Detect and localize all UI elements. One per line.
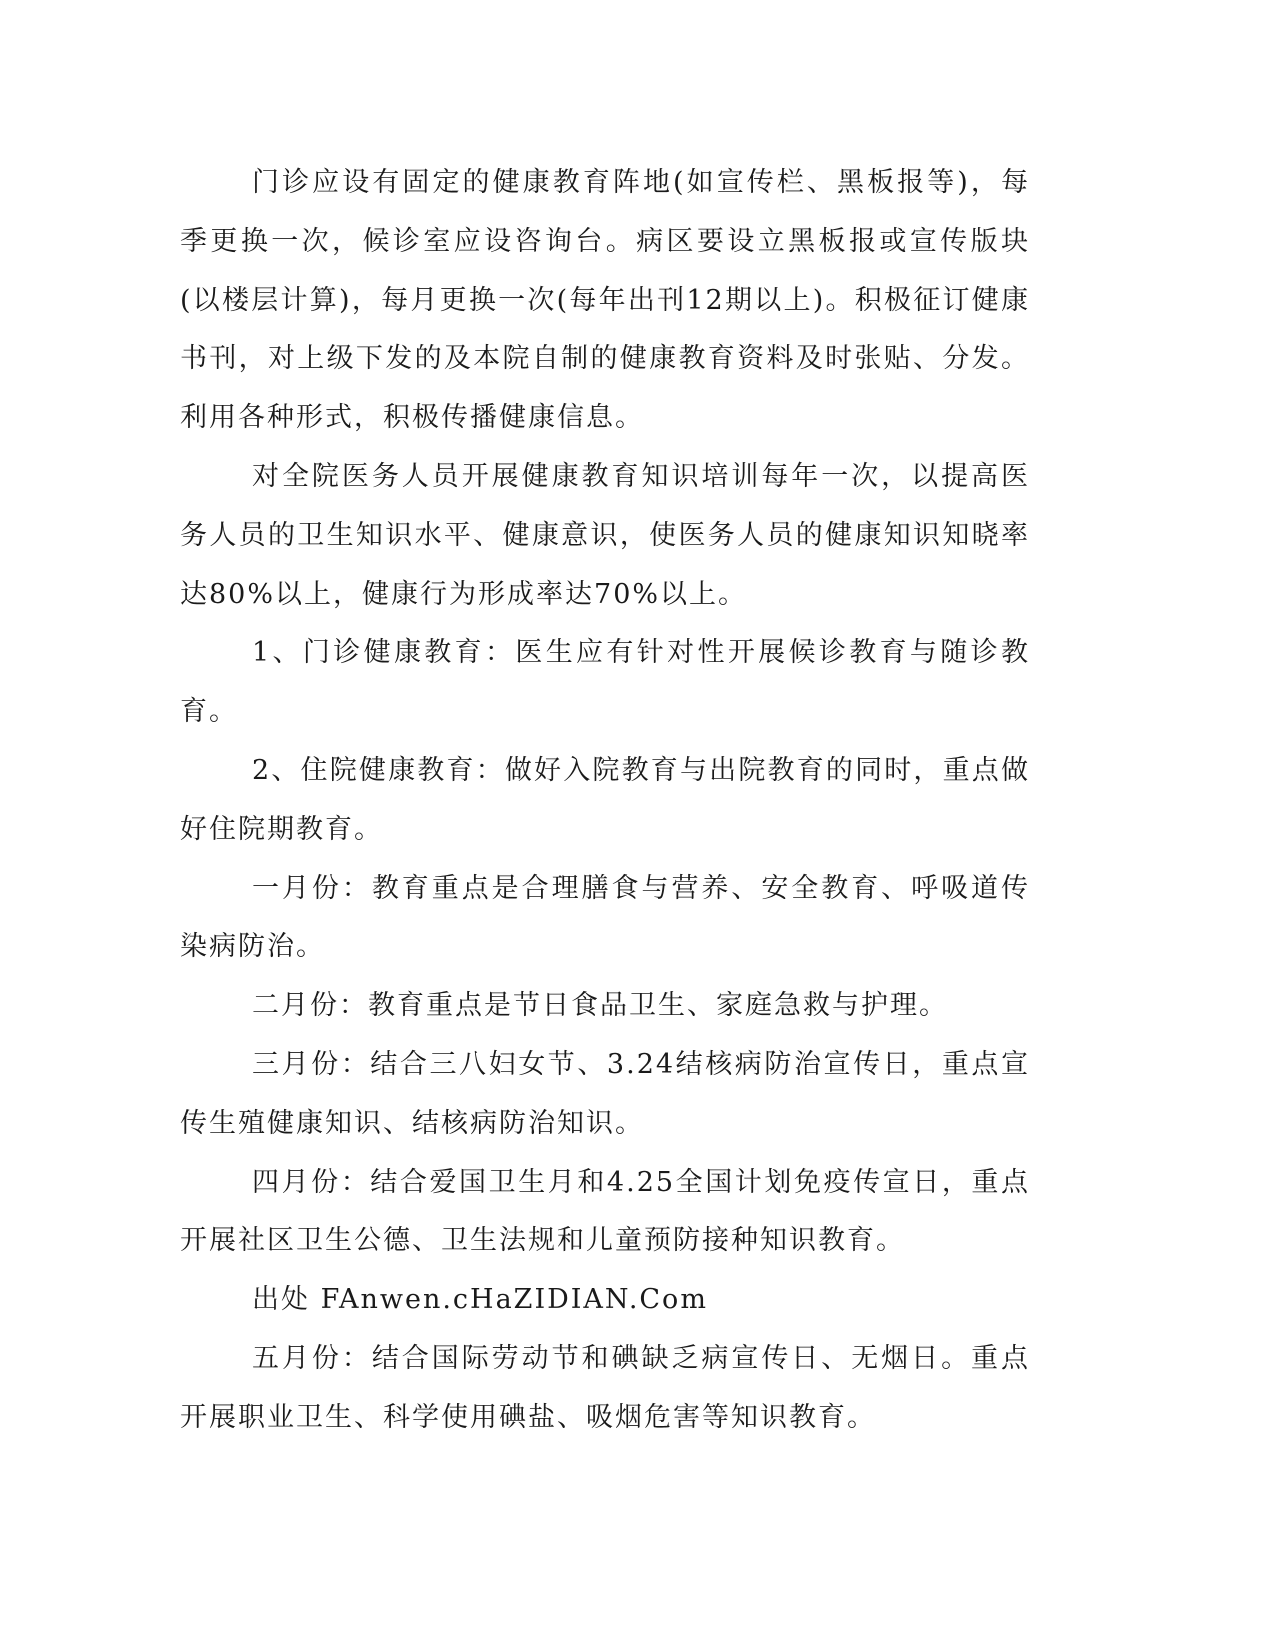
paragraph-february: 二月份：教育重点是节日食品卫生、家庭急救与护理。: [252, 990, 948, 1022]
paragraph-inpatient-education: 2、住院健康教育：做好入院教育与出院教育的同时，重点做好住院期教育。: [180, 754, 1030, 845]
paragraph-staff-training: 对全院医务人员开展健康教育知识培训每年一次，以提高医务人员的卫生知识水平、健康意识，使医务人员的健康知识知晓率达80%以上，健康行为形成率达70%以上。: [180, 460, 1030, 610]
paragraph-april: 四月份：结合爱国卫生月和4.25全国计划免疫传宣日，重点开展社区卫生公德、卫生法规和儿童预防接种知识教育。: [180, 1166, 1030, 1257]
paragraph-outpatient-education: 1、门诊健康教育：医生应有针对性开展候诊教育与随诊教育。: [180, 637, 1030, 728]
paragraph-outpatient-facilities: 门诊应设有固定的健康教育阵地(如宣传栏、黑板报等)，每季更换一次，候诊室应设咨询台。病区要设立黑板报或宣传版块(以楼层计算)，每月更换一次(每年出刊12期以上)。积极征订健康书刊，对上级下发的及本院自制的健康教育资料及时张贴、分发。利用各种形式，积极传播健康信息。: [180, 167, 1030, 434]
paragraph-march: 三月份：结合三八妇女节、3.24结核病防治宣传日，重点宣传生殖健康知识、结核病防治知识。: [180, 1048, 1030, 1139]
paragraph-source: 出处 FAnwen.cHaZIDIAN.Com: [252, 1284, 708, 1316]
document-body: [180, 154, 1030, 1448]
paragraph-may: 五月份：结合国际劳动节和碘缺乏病宣传日、无烟日。重点开展职业卫生、科学使用碘盐、吸烟危害等知识教育。: [180, 1342, 1030, 1433]
paragraph-january: 一月份：教育重点是合理膳食与营养、安全教育、呼吸道传染病防治。: [180, 872, 1030, 963]
